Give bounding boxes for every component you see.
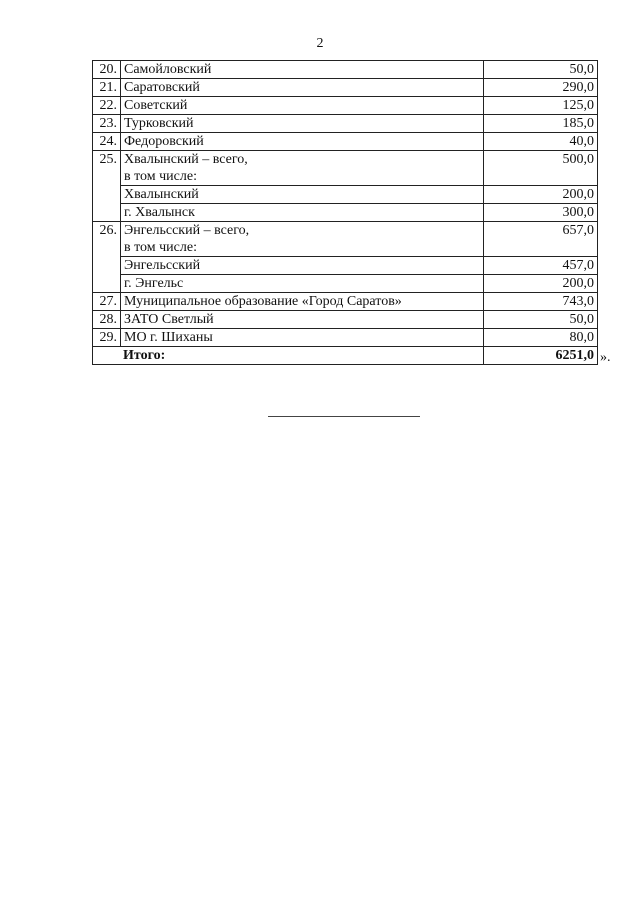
row-number: 23. bbox=[93, 115, 121, 133]
row-name: Самойловский bbox=[121, 61, 484, 79]
row-value: 743,0 bbox=[484, 293, 598, 311]
row-value: 290,0 bbox=[484, 79, 598, 97]
row-number: 25. bbox=[93, 151, 121, 222]
table-subrow bbox=[93, 275, 598, 293]
row-value: 200,0 bbox=[484, 186, 598, 204]
row-name bbox=[121, 151, 484, 186]
row-number: 28. bbox=[93, 311, 121, 329]
row-value: 80,0 bbox=[484, 329, 598, 347]
table-row bbox=[93, 79, 598, 97]
row-number: 29. bbox=[93, 329, 121, 347]
table-row bbox=[93, 115, 598, 133]
table-row bbox=[93, 133, 598, 151]
row-name: Турковский bbox=[121, 115, 484, 133]
group-subtitle: в том числе: bbox=[124, 240, 197, 255]
separator-line bbox=[268, 416, 420, 417]
group-title: Энгельсский – всего, bbox=[124, 223, 250, 238]
row-value: 657,0 bbox=[484, 222, 598, 257]
row-number: 24. bbox=[93, 133, 121, 151]
row-value: 50,0 bbox=[484, 61, 598, 79]
row-name bbox=[121, 222, 484, 257]
table-row bbox=[93, 293, 598, 311]
row-value: 300,0 bbox=[484, 204, 598, 222]
total-value: 6251,0 bbox=[484, 347, 598, 365]
row-name: г. Энгельс bbox=[121, 275, 484, 293]
row-name: г. Хвалынск bbox=[121, 204, 484, 222]
distribution-table bbox=[92, 60, 598, 365]
row-name: МО г. Шиханы bbox=[121, 329, 484, 347]
total-label: Итого: bbox=[93, 347, 484, 365]
table-row bbox=[93, 97, 598, 115]
row-name: Хвалынский bbox=[121, 186, 484, 204]
row-name: Энгельсский bbox=[121, 257, 484, 275]
row-number: 20. bbox=[93, 61, 121, 79]
table-subrow bbox=[93, 186, 598, 204]
row-number: 27. bbox=[93, 293, 121, 311]
row-value: 185,0 bbox=[484, 115, 598, 133]
group-subtitle: в том числе: bbox=[124, 169, 197, 184]
row-name: ЗАТО Светлый bbox=[121, 311, 484, 329]
row-value: 457,0 bbox=[484, 257, 598, 275]
row-name: Федоровский bbox=[121, 133, 484, 151]
closing-quote: ». bbox=[600, 350, 611, 365]
table-row bbox=[93, 311, 598, 329]
row-value: 500,0 bbox=[484, 151, 598, 186]
row-number: 22. bbox=[93, 97, 121, 115]
row-value: 40,0 bbox=[484, 133, 598, 151]
table-row-group-header bbox=[93, 222, 598, 257]
total-row bbox=[93, 347, 598, 365]
table-row-group-header bbox=[93, 151, 598, 186]
table-row bbox=[93, 61, 598, 79]
row-value: 125,0 bbox=[484, 97, 598, 115]
row-value: 50,0 bbox=[484, 311, 598, 329]
row-name: Советский bbox=[121, 97, 484, 115]
row-name: Муниципальное образование «Город Саратов» bbox=[121, 293, 484, 311]
row-name: Саратовский bbox=[121, 79, 484, 97]
row-value: 200,0 bbox=[484, 275, 598, 293]
table-subrow bbox=[93, 204, 598, 222]
page-number: 2 bbox=[316, 36, 324, 51]
row-number: 21. bbox=[93, 79, 121, 97]
group-title: Хвалынский – всего, bbox=[124, 152, 248, 167]
row-number: 26. bbox=[93, 222, 121, 293]
table-subrow bbox=[93, 257, 598, 275]
table-row bbox=[93, 329, 598, 347]
